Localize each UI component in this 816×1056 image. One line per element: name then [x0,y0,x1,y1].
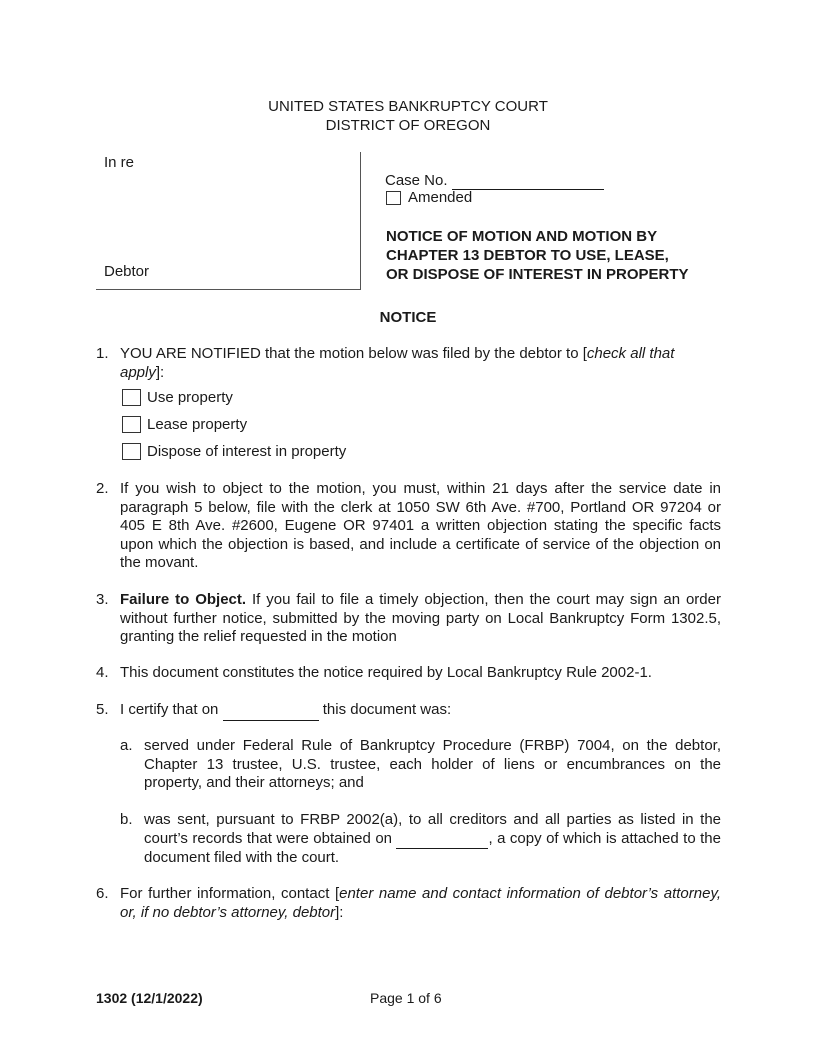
court-district: DISTRICT OF OREGON [325,117,491,134]
paragraph-number: b. [120,811,133,828]
amended-option [386,189,472,206]
paragraph-bold: Failure to Object. [120,591,247,608]
paragraph-number: 4. [96,664,109,681]
paragraph-1 [96,345,721,382]
paragraph-text: this document was: [322,701,452,718]
title-line: CHAPTER 13 DEBTOR TO USE, LEASE, [386,247,669,264]
option-lease-property [122,416,247,433]
notice-heading: NOTICE [379,309,437,326]
document-title [386,227,689,284]
paragraph-6 [96,885,721,922]
paragraph-text: I certify that on [120,701,219,718]
paragraph-5 [96,701,721,721]
title-line: NOTICE OF MOTION AND MOTION BY [386,228,658,245]
paragraph-text: YOU ARE NOTIFIED that the motion below was filed by the debtor to [ [120,345,587,362]
paragraph-text: ]: [335,903,344,921]
debtor-label: Debtor [104,263,150,280]
court-name: UNITED STATES BANKRUPTCY COURT [268,98,548,115]
amended-checkbox[interactable] [386,191,401,205]
paragraph-number: a. [120,737,133,754]
paragraph-number: 2. [96,480,109,497]
case-number-label: Case No. [385,172,448,189]
paragraph-text: served under Federal Rule of Bankruptcy Procedure (FRBP) 7004, on the debtor, Chapter 13 trustee, U.S. trustee, each holder of liens or encumbrances on the property, and their attorneys; and [144,737,721,792]
paragraph-number: 3. [96,591,109,608]
form-number: 1302 (12/1/2022) [96,990,203,1006]
paragraph-italic: check all that apply [120,345,675,381]
page-number: Page 1 of 6 [370,990,442,1006]
paragraph-text: ]: [155,363,165,381]
paragraph-3 [96,591,721,647]
paragraph-italic: enter name and contact information of debtor’s attorney, or, if no debtor’s attorney, debtor [120,885,721,921]
paragraph-number: 6. [96,885,109,902]
paragraph-text: , a copy of which is attached to the document filed with the court. [144,829,721,867]
paragraph-text: For further information, contact [ [120,885,340,902]
lease-property-checkbox[interactable] [122,416,141,433]
paragraph-text: If you wish to object to the motion, you must, within 21 days after the service date in paragraph 5 below, file with the clerk at 1050 SW 6th Ave. #700, Portland OR 97204 or 405 E 8th Ave. #2600, Eugene OR 97401 a written objection stating the specific facts upon which the objection is based, and include a certificate of service of the objection on the movant. [120,480,721,572]
service-date-field[interactable] [223,701,319,721]
lease-property-label: Lease property [147,416,248,433]
option-dispose-property [122,443,346,460]
paragraph-4 [96,664,721,683]
paragraph-5a [120,737,721,793]
in-re-label: In re [104,154,135,171]
caption-box [96,152,361,290]
paragraph-text: If you fail to file a timely objection, then the court may sign an order without further notice, submitted by the moving party on Local Bankruptcy Form 1302.5, granting the relief requested in the motion [120,591,721,646]
dispose-property-label: Dispose of interest in property [147,443,347,460]
amended-label: Amended [408,189,473,206]
dispose-property-checkbox[interactable] [122,443,141,460]
records-date-field[interactable] [396,830,488,850]
paragraph-text: This document constitutes the notice required by Local Bankruptcy Rule 2002-1. [120,664,652,681]
court-header [0,97,816,135]
paragraph-5b [120,811,721,868]
use-property-label: Use property [147,389,233,406]
paragraph-text: was sent, pursuant to FRBP 2002(a), to all creditors and all parties as listed in the court’s records that were obtained on [144,811,721,847]
paragraph-2 [96,480,721,573]
case-number-field[interactable] [452,172,604,190]
option-use-property [122,389,233,406]
case-number [385,172,604,190]
paragraph-number: 5. [96,701,109,718]
paragraph-number: 1. [96,345,109,362]
title-line: OR DISPOSE OF INTEREST IN PROPERTY [386,266,689,283]
use-property-checkbox[interactable] [122,389,141,406]
